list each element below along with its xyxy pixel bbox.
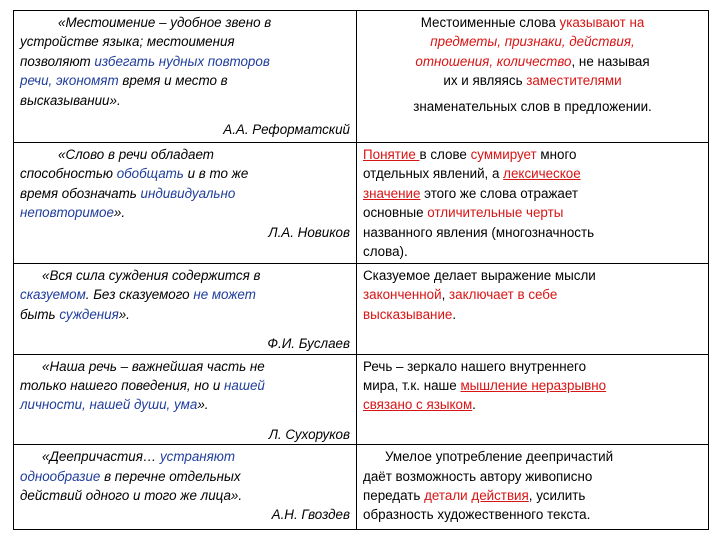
quote-highlight: однообразие bbox=[20, 468, 101, 484]
expl-text: их и являясь bbox=[443, 73, 527, 89]
quote-text: ». bbox=[197, 397, 209, 413]
table-row bbox=[14, 11, 709, 143]
expl-line bbox=[363, 145, 702, 164]
quote-line bbox=[20, 447, 350, 466]
quote-line bbox=[20, 285, 350, 304]
expl-text: , bbox=[441, 287, 450, 303]
quote-line bbox=[20, 203, 350, 222]
expl-line bbox=[363, 164, 702, 183]
quote-cell bbox=[14, 445, 357, 530]
quote-author: Л. Сухоруков bbox=[268, 426, 350, 442]
quote-cell bbox=[14, 11, 357, 143]
explanation-cell bbox=[357, 143, 709, 264]
expl-line: Сказуемое делает выражение мысли bbox=[363, 268, 596, 283]
quote-highlight: обобщать bbox=[116, 166, 184, 182]
expl-highlight: указывают на bbox=[559, 15, 645, 30]
quote-line bbox=[20, 52, 350, 71]
expl-text: основные bbox=[363, 205, 428, 221]
expl-text: этого же слова отражает bbox=[420, 185, 578, 201]
expl-highlight: отношения, количество bbox=[415, 53, 572, 69]
expl-text: передать bbox=[363, 488, 425, 504]
quote-highlight: сказуемом bbox=[20, 287, 86, 303]
table-row bbox=[14, 354, 709, 445]
expl-highlight: значение bbox=[363, 185, 421, 201]
quote-line: «Слово в речи обладает bbox=[58, 147, 214, 162]
explanation-cell bbox=[357, 11, 709, 143]
expl-line: названного явления (многозначность bbox=[363, 224, 595, 240]
table-row bbox=[14, 264, 709, 355]
expl-line bbox=[363, 376, 702, 395]
quote-highlight: речи, экономят bbox=[20, 73, 119, 89]
quote-author: А.Н. Гвоздев bbox=[271, 507, 350, 523]
expl-text: , не называя bbox=[571, 53, 650, 69]
quote-text: в перечне отдельных bbox=[100, 468, 241, 484]
expl-line bbox=[363, 52, 702, 71]
expl-highlight: детали bbox=[424, 488, 472, 504]
expl-highlight: лексическое bbox=[503, 166, 581, 182]
quote-text: быть bbox=[20, 306, 60, 322]
expl-line bbox=[363, 13, 702, 32]
expl-line: слова). bbox=[363, 244, 408, 260]
quote-text: . Без сказуемого bbox=[85, 287, 194, 303]
expl-line bbox=[363, 486, 702, 505]
expl-text: отдельных явлений, а bbox=[363, 166, 504, 182]
table-row bbox=[14, 143, 709, 264]
quote-line bbox=[20, 164, 350, 183]
quote-text: время и место в bbox=[118, 73, 228, 89]
quote-highlight: неповторимое bbox=[20, 205, 114, 221]
quote-line bbox=[20, 305, 350, 324]
quote-cell bbox=[14, 354, 357, 445]
quote-line bbox=[20, 184, 350, 203]
expl-line bbox=[363, 71, 702, 90]
expl-line: Умелое употребление деепричастий bbox=[385, 449, 614, 465]
expl-line bbox=[363, 184, 702, 203]
quote-text: только нашего поведения, но и bbox=[20, 378, 225, 394]
quote-line bbox=[20, 71, 350, 90]
quote-highlight: суждения bbox=[59, 306, 119, 322]
expl-highlight: мышление неразрывно bbox=[460, 378, 607, 394]
expl-highlight: действия bbox=[471, 488, 529, 504]
expl-highlight: заместителями bbox=[526, 73, 622, 89]
quote-text: время обозначать bbox=[20, 185, 141, 201]
explanation-cell bbox=[357, 264, 709, 355]
quote-line: «Местоимение – удобное звено в bbox=[58, 15, 272, 30]
expl-highlight: высказывание bbox=[363, 306, 453, 322]
expl-text: . bbox=[452, 306, 457, 322]
expl-line: даёт возможность автору живописно bbox=[363, 468, 593, 484]
expl-text: . bbox=[472, 397, 476, 413]
quote-text: способностью bbox=[20, 166, 117, 182]
quote-highlight: личности, нашей души, ума bbox=[20, 397, 198, 413]
quote-highlight: индивидуально bbox=[140, 185, 236, 201]
expl-highlight: суммирует bbox=[470, 147, 537, 162]
quote-author: А.А. Реформатский bbox=[223, 122, 350, 138]
quote-highlight: нашей bbox=[224, 378, 265, 394]
quote-highlight: устраняют bbox=[159, 449, 236, 465]
quote-line: «Наша речь – важнейшая часть не bbox=[42, 358, 265, 374]
expl-highlight: Понятие bbox=[363, 147, 420, 162]
explanation-cell bbox=[357, 354, 709, 445]
quote-author: Л.А. Новиков bbox=[268, 224, 350, 240]
quote-text: «Деепричастия… bbox=[42, 449, 160, 465]
expl-line bbox=[363, 305, 702, 324]
expl-text: в слове bbox=[419, 147, 471, 162]
quote-cell bbox=[14, 143, 357, 264]
expl-text: много bbox=[536, 147, 577, 162]
quote-highlight: избегать нудных повторов bbox=[94, 53, 270, 69]
expl-highlight: связано с языком bbox=[363, 397, 473, 413]
expl-line bbox=[363, 285, 702, 304]
quote-text: ». bbox=[118, 306, 130, 322]
quote-line: высказывании». bbox=[20, 92, 121, 108]
explanation-cell bbox=[357, 445, 709, 530]
expl-highlight: заключает в себе bbox=[449, 287, 558, 303]
quote-line bbox=[20, 395, 350, 414]
expl-highlight: отличительные черты bbox=[427, 205, 564, 221]
quote-line: устройстве языка; местоимения bbox=[20, 34, 235, 50]
quote-text: ». bbox=[113, 205, 126, 221]
expl-text: Местоименные слова bbox=[420, 15, 560, 30]
expl-line: знаменательных слов в предложении. bbox=[413, 98, 652, 114]
expl-highlight: законченной bbox=[363, 287, 442, 303]
quote-line: «Вся сила суждения содержится в bbox=[42, 268, 261, 283]
quote-line: действий одного и того же лица». bbox=[20, 488, 243, 504]
expl-line: образность художественного текста. bbox=[363, 507, 591, 523]
quote-author: Ф.И. Буслаев bbox=[267, 336, 350, 352]
quote-line bbox=[20, 376, 350, 395]
quote-line bbox=[20, 467, 350, 486]
expl-line: Речь – зеркало нашего внутреннего bbox=[363, 358, 587, 374]
expl-line bbox=[363, 395, 702, 414]
table-row bbox=[14, 445, 709, 530]
expl-line: предметы, признаки, действия, bbox=[430, 34, 635, 50]
expl-line bbox=[363, 203, 702, 222]
expl-text: , усилить bbox=[528, 488, 586, 504]
quote-text: позволяют bbox=[20, 53, 95, 69]
quote-highlight: не может bbox=[193, 287, 256, 303]
quote-text: и в то же bbox=[183, 166, 249, 182]
quote-cell bbox=[14, 264, 357, 355]
expl-text: мира, т.к. наше bbox=[363, 378, 461, 394]
quotes-table bbox=[13, 10, 709, 530]
